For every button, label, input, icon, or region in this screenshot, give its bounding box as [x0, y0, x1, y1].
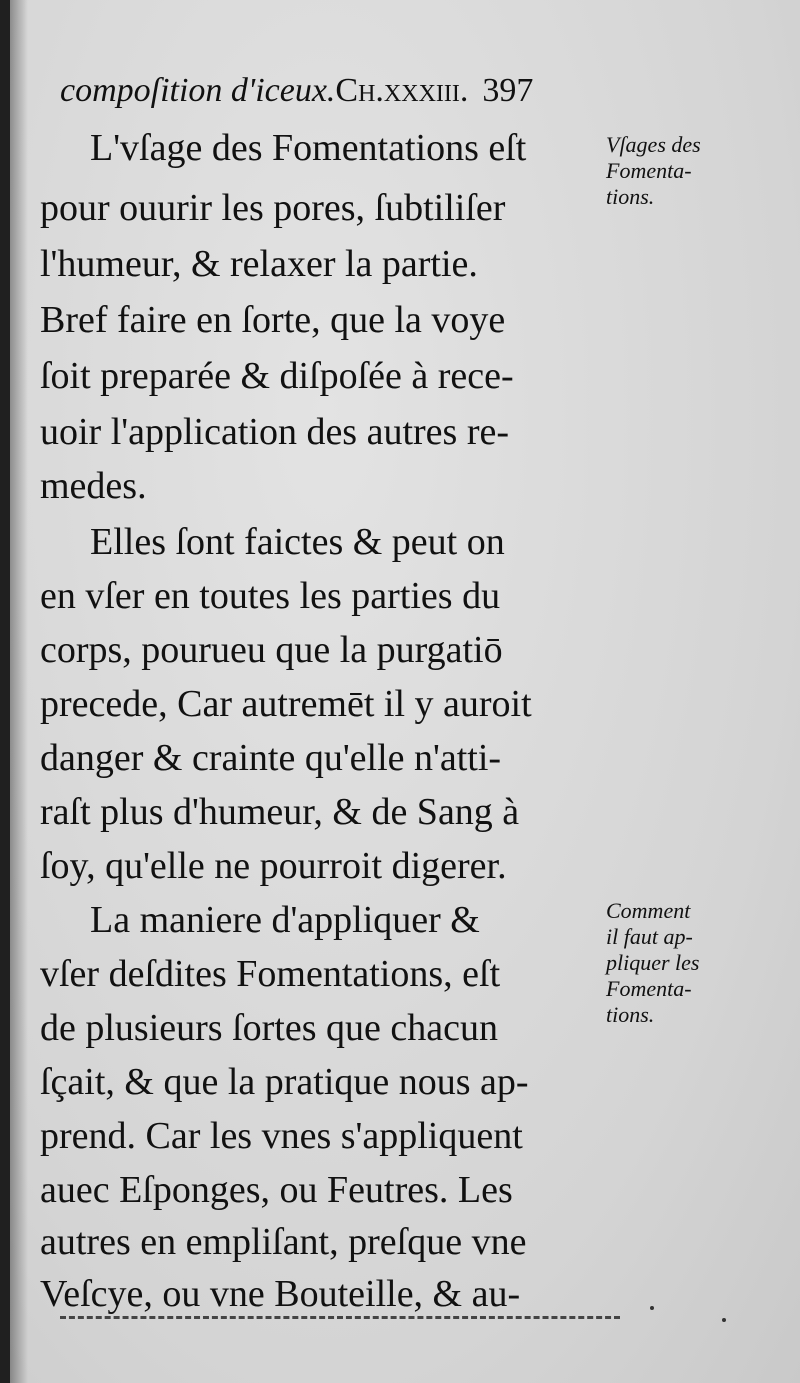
- margin-note-line: Fomenta-: [606, 158, 692, 183]
- margin-note-line: Comment: [606, 898, 691, 923]
- text-line: ſçait, & que la pratique nous ap-: [40, 1061, 529, 1103]
- book-page: [10, 0, 800, 1383]
- text-line: vſer deſdites Fomentations, eſt: [40, 953, 501, 995]
- text-line: raſt plus d'humeur, & de Sang à: [40, 791, 520, 833]
- text-line: corps, pourueu que la purgatiō: [40, 629, 503, 671]
- margin-note-line: Vſages des: [606, 132, 701, 157]
- margin-note-line: il faut ap-: [606, 924, 693, 949]
- text-line: L'vſage des Fomentations eſt: [90, 127, 527, 169]
- text-line: ſoit preparée & diſpoſée à rece-: [40, 355, 514, 397]
- header-title: compoſition d'iceux.: [60, 72, 336, 109]
- page-number: 397: [482, 72, 534, 109]
- margin-note-line: Fomenta-: [606, 976, 692, 1001]
- ink-speck: [722, 1318, 726, 1322]
- text-line: La maniere d'appliquer &: [90, 899, 480, 941]
- page-gutter-shadow: [10, 0, 28, 1383]
- footer-rule: [60, 1316, 620, 1325]
- margin-note-application: [606, 898, 700, 1028]
- margin-note-line: pliquer les: [606, 950, 700, 975]
- text-line: Bref faire en ſorte, que la voye: [40, 299, 506, 341]
- margin-note-line: tions.: [606, 1002, 655, 1027]
- text-line: autres en empliſant, preſque vne: [40, 1221, 527, 1263]
- text-line: pour ouurir les pores, ſubtiliſer: [40, 187, 506, 229]
- header-chapter: Ch.xxxiii.: [335, 72, 469, 109]
- ink-speck: [650, 1306, 654, 1310]
- margin-note-usage: [606, 132, 701, 210]
- text-line: Elles ſont faictes & peut on: [90, 521, 505, 563]
- margin-note-line: tions.: [606, 184, 655, 209]
- text-line: prend. Car les vnes s'appliquent: [40, 1115, 523, 1157]
- text-line: en vſer en toutes les parties du: [40, 575, 501, 617]
- text-line: medes.: [40, 465, 147, 507]
- text-line: uoir l'application des autres re-: [40, 411, 510, 453]
- text-line: Veſcye, ou vne Bouteille, & au-: [40, 1273, 521, 1315]
- text-line: l'humeur, & relaxer la partie.: [40, 243, 478, 285]
- text-line: danger & crainte qu'elle n'atti-: [40, 737, 502, 779]
- text-line: auec Eſponges, ou Feutres. Les: [40, 1169, 513, 1211]
- text-line: precede, Car autremēt il y auroit: [40, 683, 532, 725]
- text-line: ſoy, qu'elle ne pourroit digerer.: [40, 845, 507, 887]
- text-line: de plusieurs ſortes que chacun: [40, 1007, 498, 1049]
- running-header: [60, 72, 620, 116]
